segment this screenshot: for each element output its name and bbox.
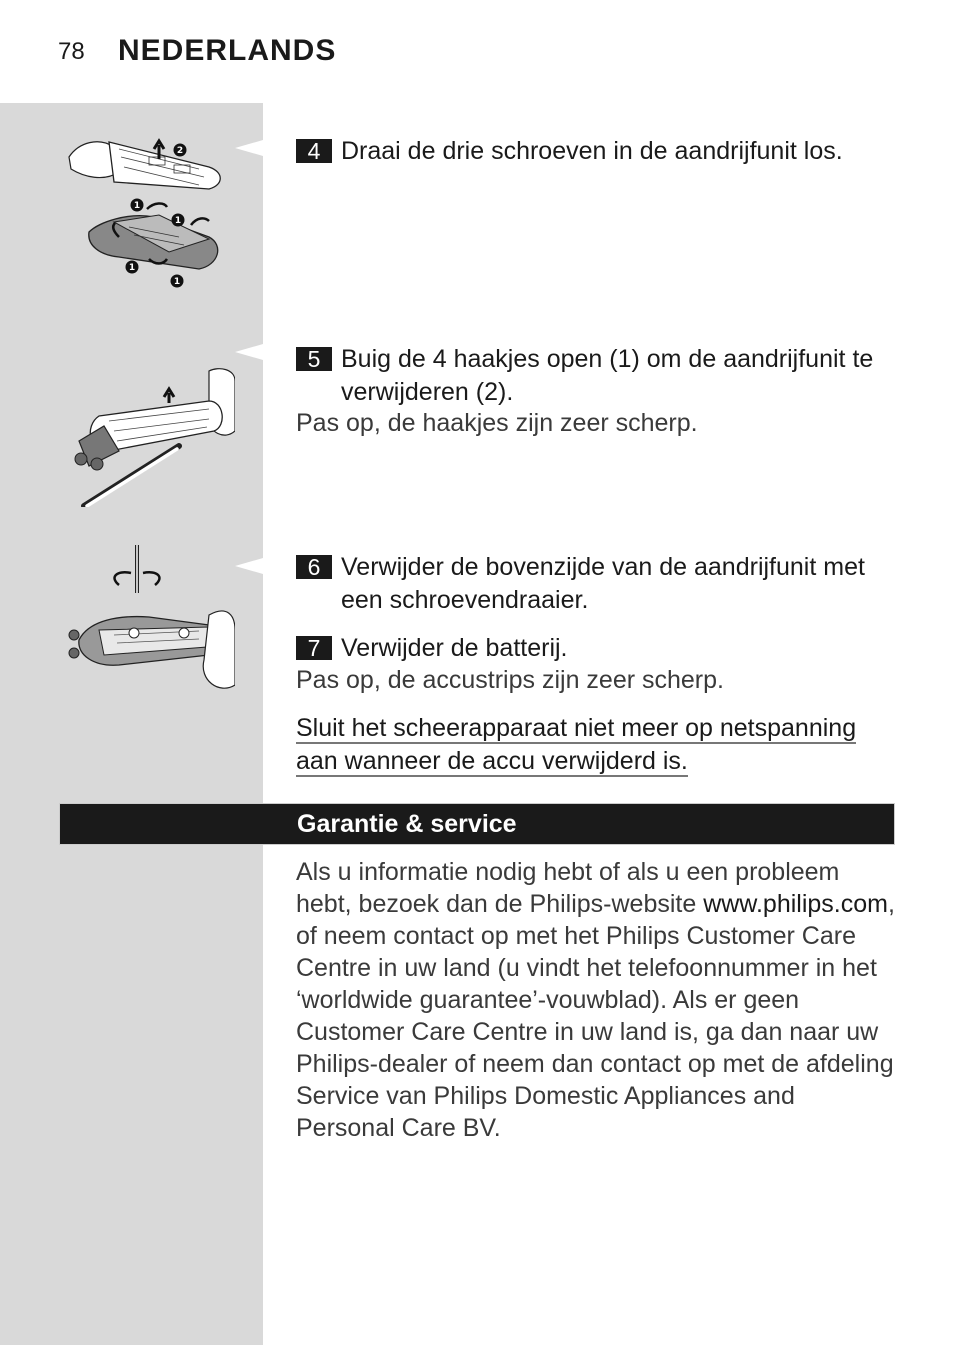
illustration-open-hooks	[59, 331, 235, 507]
section-body	[296, 856, 896, 1144]
step-5-note: Pas op, de haakjes zijn zeer scherp.	[296, 409, 698, 437]
step-text: Verwijder de batterij.	[341, 634, 568, 662]
philips-website-link[interactable]: www.philips.com	[703, 890, 888, 918]
step-text: Verwijder de bovenzijde van de aandrijfunit met een schroevendraaier.	[341, 553, 865, 614]
page-language-title: NEDERLANDS	[118, 34, 337, 67]
step-6	[296, 551, 896, 617]
shaver-battery-drawing	[59, 545, 235, 721]
step-7	[296, 632, 896, 665]
illustration-pointer	[235, 344, 263, 360]
step-number: 4	[296, 139, 332, 163]
shaver-hooks-drawing	[59, 331, 235, 507]
svg-text:2: 2	[176, 146, 184, 156]
illustration-pointer	[235, 140, 263, 156]
page-number: 78	[58, 38, 85, 65]
warning-text-span: Sluit het scheerapparaat niet meer op netspanning aan wanneer de accu verwijderd is.	[296, 714, 857, 775]
svg-text:1: 1	[173, 277, 181, 287]
step-number: 7	[296, 636, 332, 660]
step-number: 5	[296, 347, 332, 371]
step-5	[296, 343, 896, 409]
svg-text:1: 1	[133, 201, 141, 211]
section-header-bar	[59, 803, 895, 845]
step-4	[296, 135, 896, 168]
illustration-remove-battery	[59, 545, 235, 721]
section-body-rest: , of neem contact op met het Philips Customer Care Centre in uw land (u vindt het telefoonnummer in het ‘worldwide guarantee’-vouwblad). Als er geen Customer Care Centre in uw land is, ga dan naar uw Philips-dealer of neem dan contact op met de afdeling Service van Philips Domestic Appliances and Personal Care BV.	[296, 890, 895, 1142]
step-7-note: Pas op, de accustrips zijn zeer scherp.	[296, 666, 724, 694]
step-number: 6	[296, 555, 332, 579]
warning-text	[296, 712, 896, 778]
section-title: Garantie & service	[297, 810, 517, 838]
step-text: Draai de drie schroeven in de aandrijfunit los.	[341, 137, 843, 165]
section-body-intro: Als u informatie nodig hebt of als u een probleem hebt, bezoek dan de Philips-website	[296, 858, 840, 918]
shaver-screws-drawing	[59, 127, 235, 303]
svg-text:1: 1	[174, 216, 182, 226]
illustration-pointer	[235, 558, 263, 574]
step-text: Buig de 4 haakjes open (1) om de aandrijfunit te verwijderen (2).	[341, 345, 874, 406]
illustration-remove-screws	[59, 127, 235, 303]
svg-text:1: 1	[128, 263, 136, 273]
